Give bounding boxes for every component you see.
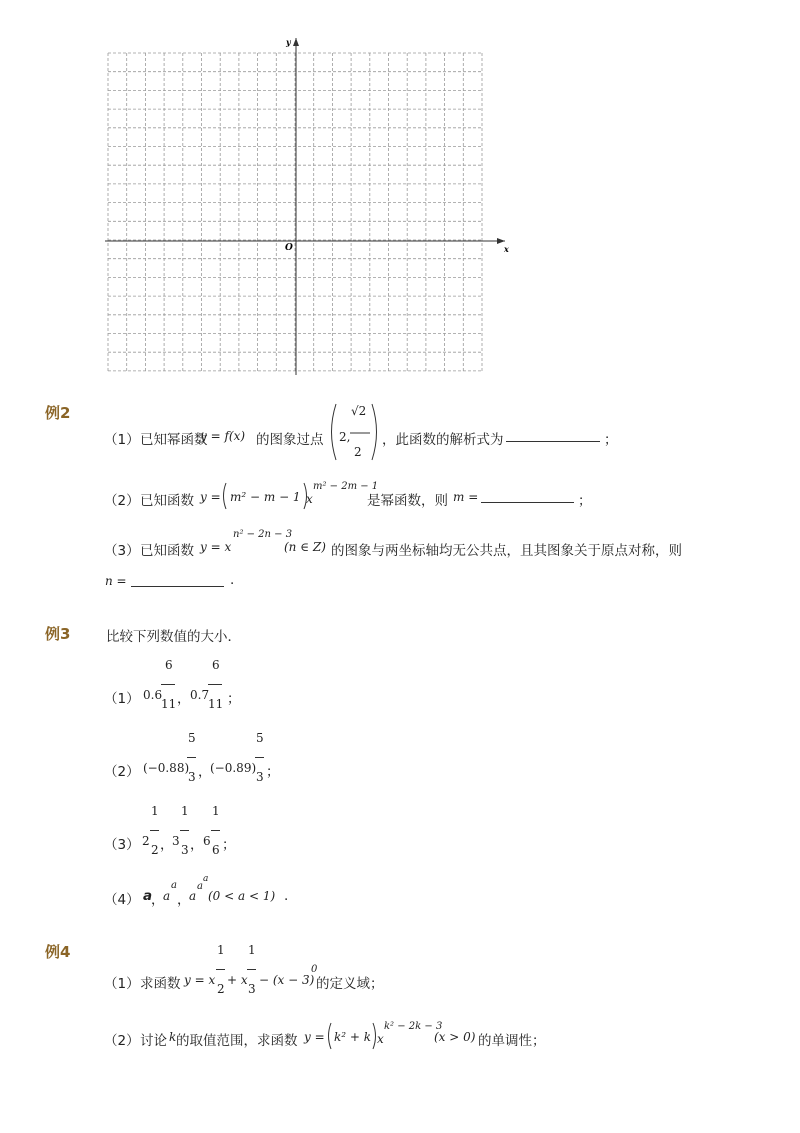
ex4-q2-num: （2） bbox=[104, 1033, 140, 1049]
ex2-q3-func: y = x bbox=[200, 540, 232, 554]
ex3-q3-frac-bar-b bbox=[180, 830, 189, 831]
ex3-q4-c: a bbox=[189, 889, 197, 903]
ex3-q2-exp-num-b: 5 bbox=[256, 731, 264, 745]
ex4-q1-exp0: 0 bbox=[311, 964, 318, 975]
ex3-q3-sep-2: ， bbox=[190, 837, 204, 853]
origin-label: O bbox=[285, 243, 293, 253]
ex3-q4-sep-2: ， bbox=[177, 892, 191, 908]
ex3-q2-frac-bar-b bbox=[255, 757, 264, 758]
ex2-q2-inner: m² − m − 1 bbox=[230, 490, 301, 504]
ex3-q1-frac-bar-b bbox=[208, 684, 222, 685]
ex4-q2-x: x bbox=[377, 1032, 384, 1046]
ex4-q1-frac-bar-2 bbox=[247, 969, 256, 970]
ex3-q2-exp-den-b: 3 bbox=[256, 770, 264, 784]
ex3-q1-num: （1） bbox=[104, 691, 140, 707]
ex2-q3-neq: n = bbox=[105, 574, 127, 588]
ex2-q1-point-root: √2 bbox=[351, 404, 367, 418]
ex3-q3-frac-bar-a bbox=[150, 830, 159, 831]
ex2-q1-point-x: 2, bbox=[339, 430, 351, 444]
ex3-q1-end: ； bbox=[227, 691, 241, 707]
ex3-q4-a: a bbox=[143, 888, 153, 904]
ex3-q1-frac-bar-a bbox=[161, 684, 175, 685]
ex3-q4-c-exp2: a bbox=[203, 874, 209, 884]
coordinate-grid bbox=[100, 30, 520, 380]
ex2-q2-exponent: m² − 2m − 1 bbox=[313, 481, 379, 492]
ex3-q2-exp-num-a: 5 bbox=[188, 731, 196, 745]
ex3-q3-num: （3） bbox=[104, 837, 140, 853]
example-4-label: 例4 bbox=[45, 943, 71, 961]
ex2-q2-text1: 已知函数 bbox=[140, 493, 194, 509]
ex2-q3-answer-blank[interactable] bbox=[131, 574, 224, 587]
ex2-q1-func: y = f(x) bbox=[200, 429, 246, 443]
ex3-q1-exp-num-b: 6 bbox=[212, 658, 220, 672]
ex3-q3-exp-den-b: 3 bbox=[181, 843, 189, 857]
ex2-q3-cond: (n ∈ Z) bbox=[284, 540, 326, 554]
y-axis-arrow bbox=[293, 38, 299, 46]
ex2-q1-text1: 已知幂函数 bbox=[140, 432, 208, 448]
ex2-q1-text3: ，此函数的解析式为 bbox=[382, 432, 504, 448]
ex3-q3-exp-num-a: 1 bbox=[151, 804, 159, 818]
example-3-label: 例3 bbox=[45, 625, 71, 643]
ex3-q2-frac-bar-a bbox=[187, 757, 196, 758]
ex2-q3-num: （3） bbox=[104, 543, 140, 559]
ex2-q2-meq: m = bbox=[453, 490, 479, 504]
ex3-q3-exp-num-b: 1 bbox=[181, 804, 189, 818]
ex3-q3-base-c: 6 bbox=[203, 834, 211, 848]
ex3-q2-base-a: (−0.88) bbox=[143, 761, 190, 775]
ex3-q2-exp-den-a: 3 bbox=[188, 770, 196, 784]
ex2-q1-answer-blank[interactable] bbox=[506, 429, 600, 442]
x-axis-label: x bbox=[504, 244, 509, 254]
ex3-q4-num: （4） bbox=[104, 892, 140, 908]
ex4-q1-exp-num-2: 1 bbox=[248, 943, 256, 957]
ex2-q3-end: . bbox=[230, 572, 235, 588]
ex4-q2-inner: k² + k bbox=[334, 1030, 372, 1044]
ex4-q2-text3: 的单调性； bbox=[478, 1033, 546, 1049]
ex2-q1-num: （1） bbox=[104, 432, 140, 448]
ex3-q2-num: （2） bbox=[104, 764, 140, 780]
ex2-q1-end: ； bbox=[604, 432, 618, 448]
ex4-q1-text1: 求函数 bbox=[140, 976, 181, 992]
ex3-q2-sep: ， bbox=[198, 764, 212, 780]
ex3-q1-sep: ， bbox=[177, 691, 191, 707]
ex3-q3-base-b: 3 bbox=[172, 834, 180, 848]
ex2-q3-text1: 已知函数 bbox=[140, 543, 194, 559]
ex3-q3-exp-den-a: 2 bbox=[151, 843, 159, 857]
ex3-q4-b-exp: a bbox=[171, 880, 177, 891]
ex2-q2-answer-blank[interactable] bbox=[481, 490, 574, 503]
ex4-q1-exp-den-1: 2 bbox=[217, 982, 225, 996]
ex2-q2-yeq: y = bbox=[200, 490, 221, 504]
ex4-q1-exp-num-1: 1 bbox=[217, 943, 225, 957]
ex3-intro: 比较下列数值的大小． bbox=[106, 629, 241, 645]
ex2-q2-num: （2） bbox=[104, 493, 140, 509]
ex4-q1-func: y = x bbox=[184, 973, 216, 987]
ex4-q2-k: k bbox=[169, 1030, 177, 1044]
ex4-q1-tail: − (x − 3) bbox=[259, 973, 315, 987]
ex3-q4-c-exp: a bbox=[197, 881, 203, 892]
ex3-q1-exp-den-a: 11 bbox=[161, 697, 177, 711]
ex2-q1-text2: 的图象过点 bbox=[256, 432, 324, 448]
ex3-q3-base-a: 2 bbox=[142, 834, 150, 848]
ex4-q1-plus: + x bbox=[227, 973, 248, 987]
ex3-q3-end: ； bbox=[222, 837, 236, 853]
grid-lines bbox=[108, 53, 482, 372]
ex2-q3-exponent: n² − 2n − 3 bbox=[233, 529, 293, 540]
ex2-q2-x: x bbox=[306, 492, 313, 506]
ex2-q1-point-den: 2 bbox=[354, 445, 362, 459]
ex3-q3-exp-num-c: 1 bbox=[212, 804, 220, 818]
ex3-q4-b: a bbox=[163, 889, 171, 903]
ex3-q4-sep-1: ， bbox=[151, 892, 165, 908]
ex3-q1-exp-num-a: 6 bbox=[165, 658, 173, 672]
ex3-q2-base-b: (−0.89) bbox=[210, 761, 257, 775]
y-axis-label: y bbox=[286, 37, 291, 47]
ex4-q2-yeq: y = bbox=[304, 1030, 325, 1044]
ex3-q4-end: . bbox=[284, 888, 289, 904]
ex4-q1-num: （1） bbox=[104, 976, 140, 992]
ex3-q1-exp-den-b: 11 bbox=[208, 697, 224, 711]
ex3-q1-base-b: 0.7 bbox=[190, 688, 210, 702]
ex4-q2-exponent: k² − 2k − 3 bbox=[384, 1021, 443, 1032]
ex3-q3-sep-1: ， bbox=[160, 837, 174, 853]
ex4-q1-frac-bar-1 bbox=[216, 969, 225, 970]
ex3-q2-end: ； bbox=[266, 764, 280, 780]
ex4-q1-exp-den-2: 3 bbox=[248, 982, 256, 996]
example-2-label: 例2 bbox=[45, 404, 71, 422]
ex4-q2-text2: 的取值范围，求函数 bbox=[176, 1033, 298, 1049]
ex3-q3-frac-bar-c bbox=[211, 830, 220, 831]
ex4-q1-text2: 的定义域； bbox=[316, 976, 384, 992]
ex3-q4-cond: (0 < a < 1) bbox=[208, 889, 276, 903]
ex4-q2-cond: (x > 0) bbox=[434, 1030, 476, 1044]
ex2-q3-text2: 的图象与两坐标轴均无公共点，且其图象关于原点对称，则 bbox=[331, 543, 682, 559]
ex2-q2-end: ； bbox=[578, 493, 592, 509]
ex4-q2-text1: 讨论 bbox=[140, 1033, 167, 1049]
ex3-q3-exp-den-c: 6 bbox=[212, 843, 220, 857]
ex3-q1-base-a: 0.6 bbox=[143, 688, 163, 702]
ex2-q2-text2: 是幂函数，则 bbox=[367, 493, 448, 509]
